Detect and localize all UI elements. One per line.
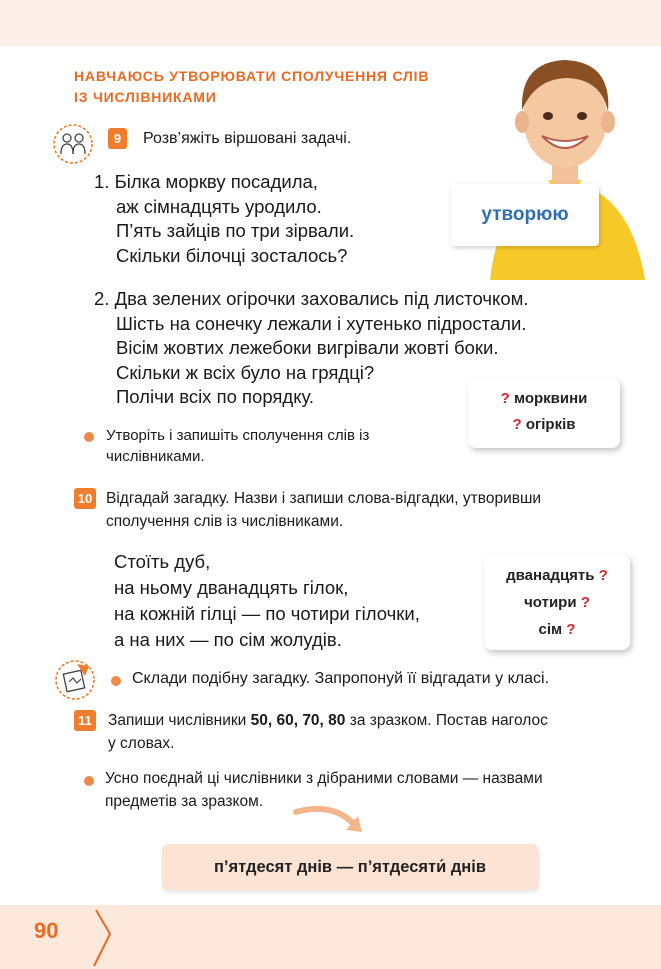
sign-card	[451, 184, 599, 246]
poem-problem-1	[94, 170, 354, 268]
bullet-dot	[84, 432, 94, 442]
poem-line: П’ять зайців по три зірвали.	[116, 220, 355, 241]
hint-word: чотири	[524, 594, 577, 611]
instruction-line: сполучення слів із числівниками.	[106, 513, 344, 530]
task-number-badge: 9	[108, 128, 127, 149]
riddle-line: на ньому дванадцять гілок,	[114, 577, 349, 598]
section-heading-line1: НАВЧАЮСЬ УТВОРЮВАТИ СПОЛУЧЕННЯ СЛІВ	[74, 68, 430, 84]
task-number-badge: 10	[74, 488, 96, 509]
riddle-line: Стоїть дуб,	[114, 551, 211, 572]
poem-line: Полічи всіх по порядку.	[116, 386, 315, 407]
bullet-dot	[111, 676, 121, 686]
task9-instruction: Розв’яжіть віршовані задачі.	[143, 130, 352, 147]
question-mark: ?	[512, 416, 522, 433]
task-number-badge: 11	[74, 710, 96, 731]
instruction-numbers: 50, 60, 70, 80	[250, 712, 346, 729]
sign-text: утворюю	[481, 204, 569, 225]
page-corner-decoration	[92, 908, 116, 968]
riddle-line: на кожній гілці — по чотири гілочки,	[114, 603, 420, 624]
task11-instruction	[108, 709, 548, 755]
bullet-line: Усно поєднай ці числівники з дібраними словами — назвами	[105, 770, 543, 787]
bullet-dot	[84, 776, 94, 786]
poem-line: Шість на сонечку лежали і хутенько підростали.	[116, 312, 527, 334]
question-mark: ?	[580, 594, 590, 611]
hint-word: дванадцять	[506, 567, 595, 584]
instruction-text: за зразком. Постав наголос	[345, 712, 548, 729]
poem-line: Скільки ж всіх було на грядці?	[116, 361, 375, 383]
instruction-line: Відгадай загадку. Назви і запиши слова-відгадки, утворивши	[106, 490, 542, 507]
poem-line: 2. Два зелених огірочки заховались під листочком.	[94, 288, 529, 309]
creative-task-icon	[55, 660, 95, 700]
hint-word: морквини	[513, 390, 588, 407]
pair-work-icon	[53, 124, 93, 164]
poem-problem-2	[94, 287, 529, 410]
instruction-line: у словах.	[108, 735, 175, 752]
poem-line: 1. Білка моркву посадила,	[94, 171, 318, 192]
example-banner	[162, 844, 538, 890]
hint-word: огірків	[525, 416, 576, 433]
riddle	[114, 549, 420, 653]
bullet-line: числівниками.	[106, 448, 205, 465]
example-text: п’ятдесят днів — п’ятдесяти́ днів	[213, 857, 487, 876]
task9-bullet-text	[106, 425, 369, 467]
poem-line: аж сімнадцять уродило.	[116, 195, 322, 217]
hint-card-riddle	[484, 554, 630, 650]
riddle-line: а на них — по сім жолудів.	[114, 629, 342, 650]
page-number: 90	[34, 918, 59, 943]
bullet-line: предметів за зразком.	[105, 793, 264, 810]
hint-word: сім	[538, 621, 563, 638]
hint-card-vegetables	[468, 378, 620, 448]
question-mark: ?	[598, 567, 608, 584]
section-heading	[74, 66, 474, 108]
arrow-icon	[292, 800, 372, 840]
poem-line: Вісім жовтих лежебоки вигрівали жовті боки.	[116, 337, 499, 358]
question-mark: ?	[566, 621, 576, 638]
task10-bullet-text: Склади подібну загадку. Запропонуй її відгадати у класі.	[132, 670, 550, 687]
poem-line: Скільки білочці зосталось?	[116, 244, 348, 266]
instruction-text: Запиши числівники	[108, 712, 251, 729]
question-mark: ?	[500, 390, 510, 407]
bullet-line: Утворіть і запишіть сполучення слів із	[106, 427, 370, 444]
section-heading-line2: ІЗ ЧИСЛІВНИКАМИ	[74, 89, 217, 105]
task10-instruction	[106, 487, 541, 533]
